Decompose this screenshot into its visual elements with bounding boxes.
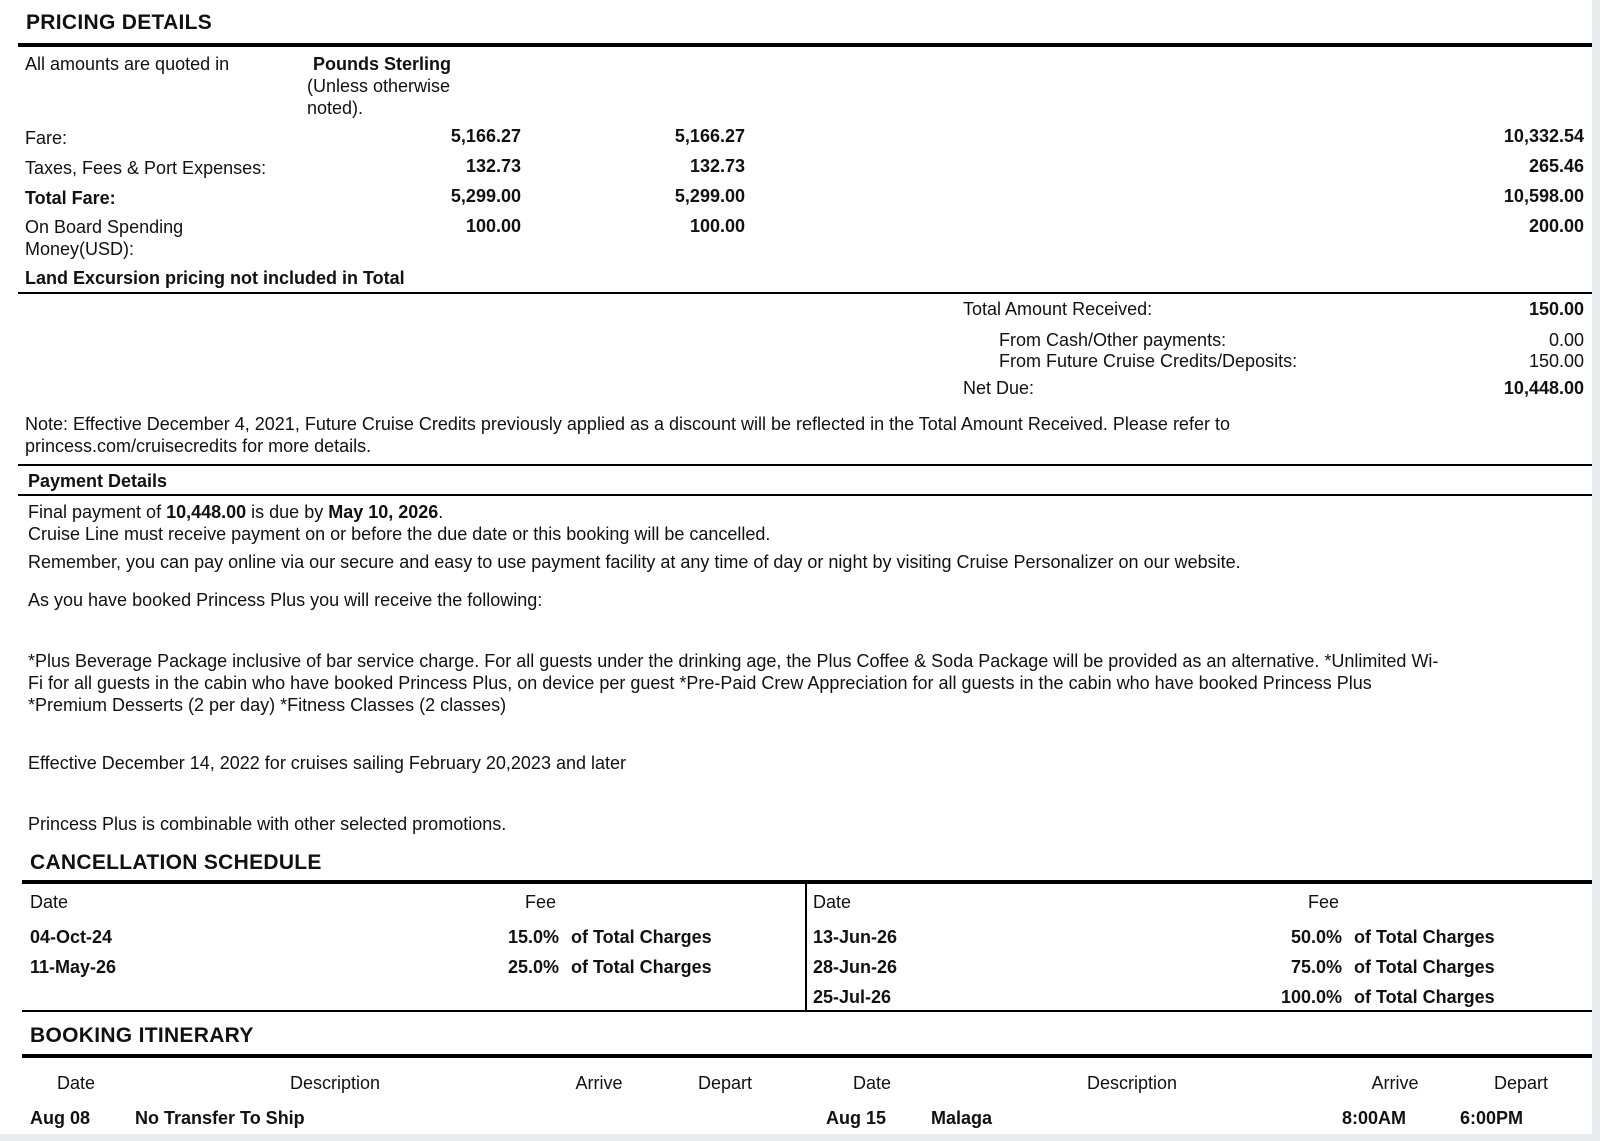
cancellation-left-fee-header: Fee [525, 892, 557, 912]
itinerary-left-date-header: Date [56, 1073, 96, 1093]
final-payment-date: May 10, 2026 [328, 502, 439, 522]
taxes-total: 265.46 [1528, 156, 1584, 176]
cancellation-heading-rule [22, 880, 1592, 884]
fare-guest-1: 5,166.27 [450, 126, 521, 146]
currency-note-line-2: noted). [307, 98, 364, 118]
itinerary-right-date-header: Date [852, 1073, 892, 1093]
itinerary-heading-rule [22, 1054, 1592, 1058]
payment-details-heading: Payment Details [28, 471, 168, 491]
currency-note-line-1: (Unless otherwise [307, 76, 451, 96]
itinerary-left-depart-header: Depart [697, 1073, 753, 1093]
cancellation-row-pct: 25.0% [507, 957, 559, 977]
total-fare-label: Total Fare: [25, 188, 116, 208]
net-due-label: Net Due: [963, 378, 1035, 398]
fare-label: Fare: [25, 128, 68, 148]
final-payment-amount: 10,448.00 [166, 502, 247, 522]
cancellation-row-of-total: of Total Charges [1354, 957, 1495, 977]
total-amount-received-label: Total Amount Received: [963, 299, 1153, 319]
net-due-value: 10,448.00 [1503, 378, 1584, 398]
itinerary-row-date: Aug 08 [30, 1108, 91, 1128]
itinerary-right-arrive-header: Arrive [1371, 1073, 1419, 1093]
fcc-payments-value: 150.00 [1528, 351, 1584, 371]
cash-payments-value: 0.00 [1548, 330, 1584, 350]
cancellation-row-pct: 75.0% [1290, 957, 1342, 977]
cancellation-right-fee-header: Fee [1308, 892, 1340, 912]
final-payment-prefix: Final payment of [28, 502, 167, 522]
payment-heading-rule [18, 494, 1592, 496]
pricing-heading-rule [18, 43, 1592, 47]
cash-payments-label: From Cash/Other payments: [999, 330, 1227, 350]
cancellation-right-date-header: Date [813, 892, 852, 912]
pricing-rows-rule [18, 292, 1592, 294]
onboard-spending-total: 200.00 [1528, 216, 1584, 236]
combinable-note: Princess Plus is combinable with other selected promotions. [28, 814, 507, 834]
onboard-spending-guest-1: 100.00 [465, 216, 521, 236]
cancellation-row-date: 28-Jun-26 [813, 957, 898, 977]
fare-guest-2: 5,166.27 [674, 126, 745, 146]
cancellation-row-date: 25-Jul-26 [813, 987, 892, 1007]
itinerary-left-description-header: Description [289, 1073, 381, 1093]
itinerary-row-arrive: 8:00AM [1342, 1108, 1407, 1128]
cancellation-row-of-total: of Total Charges [1354, 927, 1495, 947]
cancellation-row-of-total: of Total Charges [571, 957, 712, 977]
total-amount-received-value: 150.00 [1528, 299, 1584, 319]
final-payment-mid: is due by [246, 502, 329, 522]
onboard-spending-label-line-1: On Board Spending [25, 217, 184, 237]
effective-note: Effective December 14, 2022 for cruises sailing February 20,2023 and later [28, 753, 626, 773]
currency-name: Pounds Sterling [313, 54, 452, 74]
cancel-warning: Cruise Line must receive payment on or before the due date or this booking will be cancelled. [28, 524, 771, 544]
right-scroll-strip [1592, 0, 1600, 1141]
cancellation-row-date: 13-Jun-26 [813, 927, 898, 947]
payment-top-rule [18, 464, 1592, 466]
total-fare-guest-2: 5,299.00 [674, 186, 745, 206]
itinerary-row-depart: 6:00PM [1460, 1108, 1524, 1128]
fcc-note-line-1: Note: Effective December 4, 2021, Future Cruise Credits previously applied as a discount will be reflected in the Total Amount Received. Please refer to [25, 414, 1230, 434]
cancellation-row-pct: 50.0% [1290, 927, 1342, 947]
itinerary-left-arrive-header: Arrive [575, 1073, 623, 1093]
cancellation-bottom-rule [22, 1010, 1592, 1012]
cancellation-row-date: 04-Oct-24 [30, 927, 113, 947]
taxes-guest-2: 132.73 [689, 156, 745, 176]
fcc-note-line-2: princess.com/cruisecredits for more details. [25, 436, 372, 456]
cancellation-row-of-total: of Total Charges [1354, 987, 1495, 1007]
cancellation-left-date-header: Date [30, 892, 69, 912]
booking-itinerary-heading: BOOKING ITINERARY [30, 1024, 254, 1047]
fare-total: 10,332.54 [1503, 126, 1584, 146]
pricing-details-heading: PRICING DETAILS [26, 11, 213, 34]
land-excursion-note: Land Excursion pricing not included in Total [25, 268, 405, 288]
cancellation-schedule-heading: CANCELLATION SCHEDULE [30, 851, 322, 874]
princess-plus-line-3: *Premium Desserts (2 per day) *Fitness Classes (2 classes) [28, 695, 507, 715]
itinerary-row-date: Aug 15 [826, 1108, 887, 1128]
total-fare-total: 10,598.00 [1503, 186, 1584, 206]
itinerary-right-description-header: Description [1086, 1073, 1178, 1093]
onboard-spending-guest-2: 100.00 [689, 216, 745, 236]
princess-plus-line-1: *Plus Beverage Package inclusive of bar service charge. For all guests under the drinking age, the Plus Coffee & Soda Package will be provided as an alternative. *Unlimited Wi- [28, 651, 1439, 671]
itinerary-row-description: Malaga [931, 1108, 993, 1128]
itinerary-right-depart-header: Depart [1493, 1073, 1549, 1093]
final-payment-suffix: . [438, 502, 444, 522]
taxes-label: Taxes, Fees & Port Expenses: [25, 158, 267, 178]
cancellation-row-date: 11-May-26 [30, 957, 117, 977]
taxes-guest-1: 132.73 [465, 156, 521, 176]
fcc-payments-label: From Future Cruise Credits/Deposits: [999, 351, 1298, 371]
onboard-spending-label-line-2: Money(USD): [25, 239, 135, 259]
princess-plus-line-2: Fi for all guests in the cabin who have booked Princess Plus, on device per guest *Pre-Paid Crew Appreciation for all guests in the cabin who have booked Princess Plus [28, 673, 1372, 693]
bottom-scroll-strip [0, 1134, 1600, 1141]
cancellation-row-pct: 15.0% [507, 927, 559, 947]
final-payment-line [28, 502, 443, 523]
cancellation-row-pct: 100.0% [1280, 987, 1342, 1007]
itinerary-row-description: No Transfer To Ship [135, 1108, 305, 1128]
currency-intro: All amounts are quoted in [25, 54, 230, 74]
princess-plus-intro: As you have booked Princess Plus you will receive the following: [28, 590, 543, 610]
cancellation-row-of-total: of Total Charges [571, 927, 712, 947]
cancellation-column-divider [805, 884, 807, 1010]
online-payment-note: Remember, you can pay online via our secure and easy to use payment facility at any time of day or night by visiting Cruise Personalizer on our website. [28, 552, 1241, 572]
total-fare-guest-1: 5,299.00 [450, 186, 521, 206]
